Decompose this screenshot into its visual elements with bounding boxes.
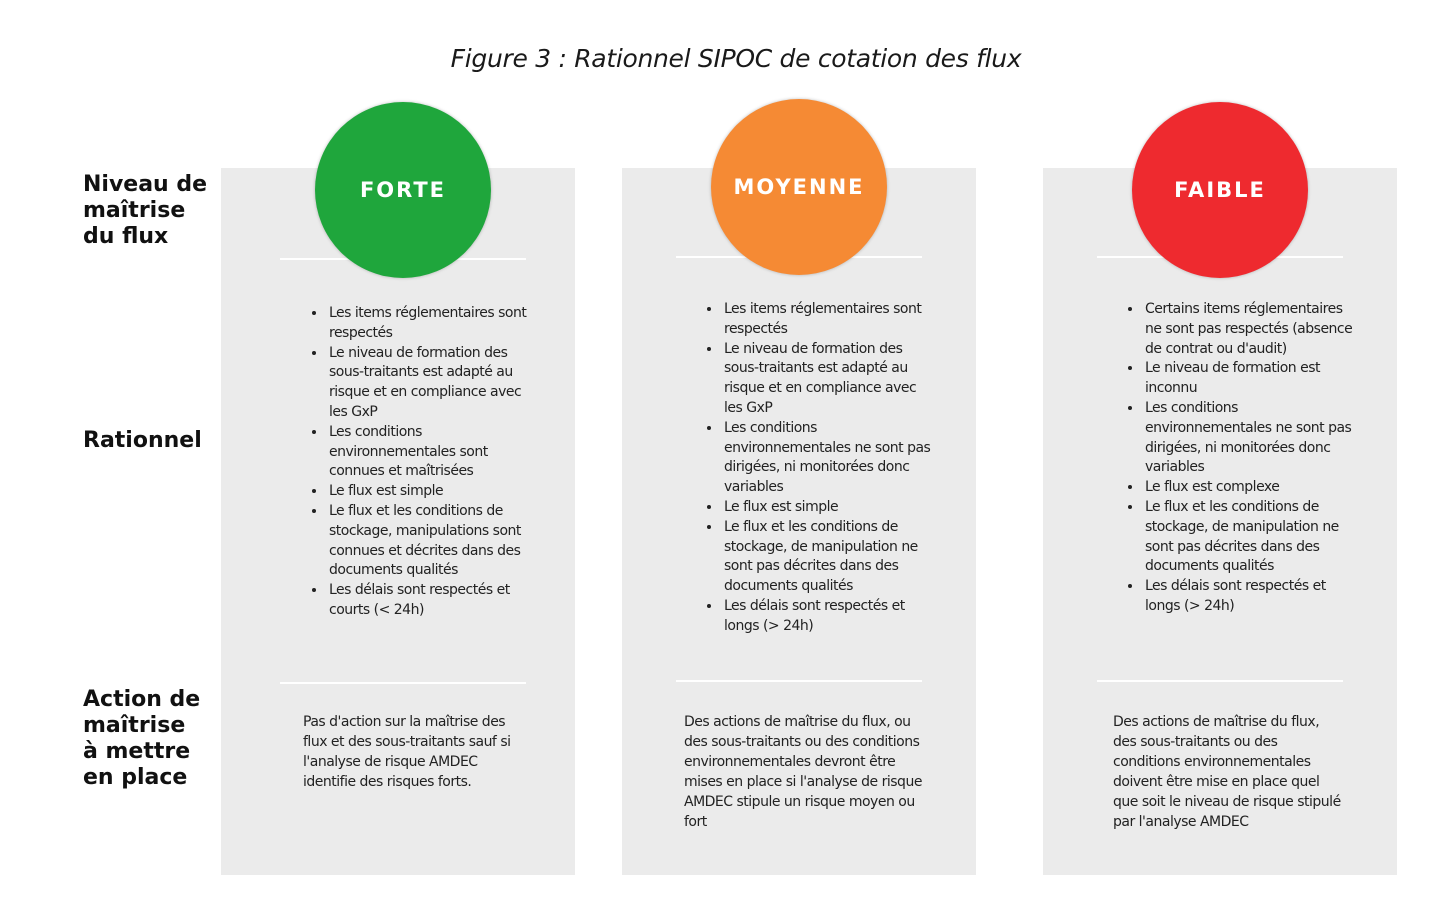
level-label: MOYENNE [733, 175, 865, 199]
row-label-action-line: à mettre [83, 739, 191, 764]
row-label-niveau-line: maîtrise [83, 198, 186, 223]
row-label-action-line: maîtrise [83, 713, 186, 738]
rationale-item: • Le niveau de formation des sous-traitants est adapté au risque et en compliance avec les GxP [722, 340, 936, 419]
rationale-list-faible [1125, 300, 1355, 617]
level-circle-faible [1132, 102, 1308, 278]
rationale-item: • Les conditions environnementales ne sont pas dirigées, ni monitorées donc variables [722, 419, 936, 498]
rationale-item: • Le flux est simple [722, 498, 936, 518]
action-text-moyenne: Des actions de maîtrise du flux, ou des sous-traitants ou des conditions environnementales devront être mises en place si l'analyse de risque AMDEC stipule un risque moyen ou fort [684, 714, 922, 830]
action-text-faible: Des actions de maîtrise du flux, des sous-traitants ou des conditions environnementales doivent être mise en place quel que soit le niveau de risque stipulé par l'analyse AMDEC [1113, 714, 1341, 830]
rationale-item: • Le flux et les conditions de stockage, de manipulation ne sont pas décrites dans des documents qualités [722, 518, 936, 597]
divider-bottom [280, 682, 526, 684]
row-label-action-line: en place [83, 765, 188, 790]
level-label: FORTE [359, 178, 447, 202]
rationale-item: • Les items réglementaires sont respectés [327, 304, 533, 344]
rationale-item: • Certains items réglementaires ne sont pas respectés (absence de contrat ou d'audit) [1143, 300, 1355, 359]
row-label-rationnel: Rationnel [83, 428, 202, 453]
divider-bottom [676, 680, 922, 682]
rationale-item: • Le flux est complexe [1143, 478, 1355, 498]
rationale-item: • Le niveau de formation des sous-traitants est adapté au risque et en compliance avec les GxP [327, 344, 533, 423]
level-circle-moyenne [711, 99, 887, 275]
divider-bottom [1097, 680, 1343, 682]
rationale-list-forte [309, 304, 533, 621]
rationale-item: • Les délais sont respectés et courts (< 24h) [327, 581, 533, 621]
rationale-item: • Les items réglementaires sont respectés [722, 300, 936, 340]
row-label-niveau [83, 172, 207, 250]
rationale-item: • Le flux est simple [327, 482, 533, 502]
action-text-forte: Pas d'action sur la maîtrise des flux et des sous-traitants sauf si l'analyse de risque AMDEC identifie des risques forts. [303, 714, 511, 790]
rationale-item: • Les délais sont respectés et longs (> 24h) [1143, 577, 1355, 617]
row-label-niveau-line: Niveau de [83, 172, 208, 197]
rationale-list-moyenne [704, 300, 936, 637]
row-label-action [83, 687, 200, 791]
level-label: FAIBLE [1174, 178, 1266, 202]
rationale-item: • Les conditions environnementales sont connues et maîtrisées [327, 423, 533, 482]
figure-title: Figure 3 : Rationnel SIPOC de cotation des flux [450, 44, 1022, 73]
rationale-item: • Le niveau de formation est inconnu [1143, 359, 1355, 399]
rationale-item: • Le flux et les conditions de stockage, de manipulation ne sont pas décrites dans des documents qualités [1143, 498, 1355, 577]
level-circle-forte [315, 102, 491, 278]
row-label-niveau-line: du flux [83, 224, 169, 249]
row-label-action-line: Action de [83, 687, 201, 712]
rationale-item: • Le flux et les conditions de stockage, manipulations sont connues et décrites dans des documents qualités [327, 502, 533, 581]
rationale-item: • Les conditions environnementales ne sont pas dirigées, ni monitorées donc variables [1143, 399, 1355, 478]
rationale-item: • Les délais sont respectés et longs (> 24h) [722, 597, 936, 637]
